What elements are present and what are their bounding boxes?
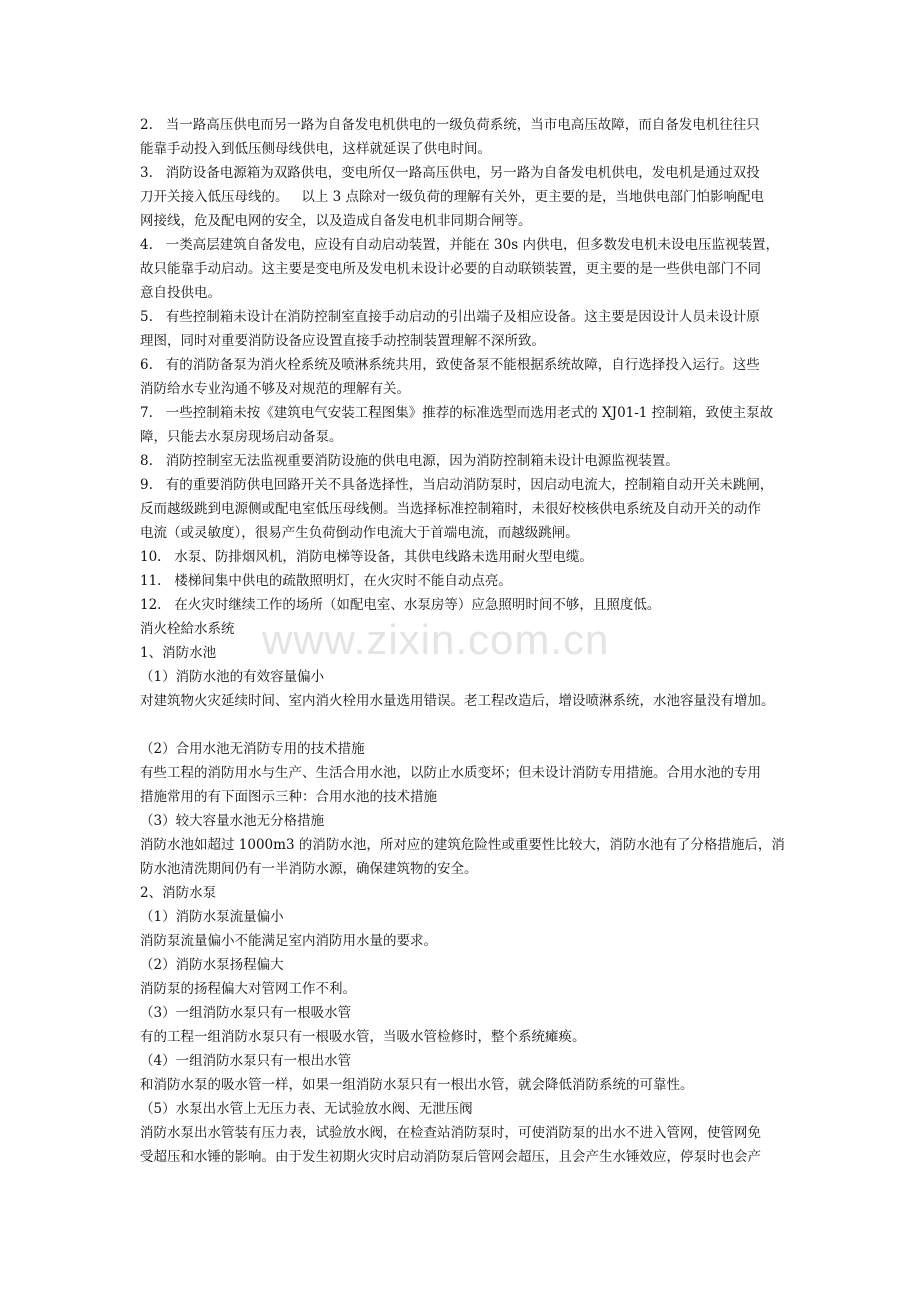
text-line: 9. 有的重要消防供电回路开关不具备选择性，当启动消防泵时，因启动电流大，控制箱自动开关未跳闸， [140,477,774,493]
text-line: （2）合用水池无消防专用的技术措施 [140,741,365,757]
text-line: （2）消防水泵扬程偏大 [140,957,284,973]
text-line: 2、消防水泵 [140,885,217,901]
text-line: 消防泵的扬程偏大对管网工作不利。 [140,981,356,997]
text-line: 消防水泵出水管装有压力表，试验放水阀，在检查站消防泵时，可使消防泵的出水不进入管网，使管网免 [140,1125,761,1141]
text-line: 3. 消防设备电源箱为双路供电，变电所仅一路高压供电，另一路为自备发电机供电，发电机是通过双投 [140,165,760,181]
text-line: 6. 有的消防备泵为消火栓系统及喷淋系统共用，致使备泵不能根据系统故障，自行选择投入运行。这些 [140,357,760,373]
text-line: 电流（或灵敏度），很易产生负荷倒动作电流大于首端电流，而越级跳闸。 [140,525,579,541]
text-line: 刀开关接入低压母线的。 以上 3 点除对一级负荷的理解有关外，更主要的是，当地供电部门怕影响配电 [140,189,765,205]
text-line: 防水池清洗期间仍有一半消防水源，确保建筑物的安全。 [140,861,478,877]
text-line: 能靠手动投入到低压侧母线供电，这样就延误了供电时间。 [140,141,491,157]
text-line: 1、消防水池 [140,645,217,661]
text-line: 5. 有些控制箱未设计在消防控制室直接手动启动的引出端子及相应设备。这主要是因设计人员未设计原 [140,309,760,325]
watermark: www.zixin.com.cn [262,616,610,663]
text-line: （1）消防水泵流量偏小 [140,909,284,925]
text-line: 消防泵流量偏小不能满足室内消防用水量的要求。 [140,933,437,949]
text-line: （1）消防水池的有效容量偏小 [140,669,325,685]
text-line: 8. 消防控制室无法监视重要消防设施的供电电源，因为消防控制箱未设计电源监视装置。 [140,453,679,469]
text-line: 反而越级跳到电源侧或配电室低压母线侧。当选择标准控制箱时，未很好校核供电系统及自动开关的动作 [140,501,761,517]
text-line: 受超压和水锤的影响。由于发生初期火灾时启动消防泵后管网会超压，且会产生水锤效应，停泵时也会产 [140,1149,761,1165]
text-line: 和消防水泵的吸水管一样，如果一组消防水泵只有一根出水管，就会降低消防系统的可靠性。 [140,1077,694,1093]
text-line: （3）一组消防水泵只有一根吸水管 [140,1005,352,1021]
text-line: （4）一组消防水泵只有一根出水管 [140,1053,352,1069]
text-line: 网接线，危及配电网的安全，以及造成自备发电机非同期合闸等。 [140,213,532,229]
text-line: 理图，同时对重要消防设备应设置直接手动控制装置理解不深所致。 [140,333,545,349]
text-line: 措施常用的有下面图示三种：合用水池的技术措施 [140,789,437,805]
text-line: 有的工程一组消防水泵只有一根吸水管，当吸水管检修时，整个系统瘫痪。 [140,1029,586,1045]
text-line: 消防水池如超过 1000m3 的消防水池，所对应的建筑危险性或重要性比较大，消防水池有了分格措施后，消 [140,837,785,853]
text-line: 障，只能去水泵房现场启动备泵。 [140,429,343,445]
text-line: 10. 水泵、防排烟风机，消防电梯等设备，其供电线路未选用耐火型电缆。 [140,549,593,565]
text-line: 2. 当一路高压供电而另一路为自备发电机供电的一级负荷系统，当市电高压故障，而自备发电机往往只 [140,117,760,133]
text-line: 消火栓給水系统 [140,621,235,637]
text-line: 12. 在火灾时继续工作的场所（如配电室、水泵房等）应急照明时间不够，且照度低。 [140,597,661,613]
text-line: 4. 一类高层建筑自备发电，应设有自动启动装置，并能在 30s 内供电，但多数发电机未设电压监视装置， [140,237,779,253]
text-line: 11. 楼梯间集中供电的疏散照明灯，在火灾时不能自动点亮。 [140,573,512,589]
text-line: 有些工程的消防用水与生产、生活合用水池，以防止水质变坏；但未设计消防专用措施。合用水池的专用 [140,765,761,781]
text-line: 消防给水专业沟通不够及对规范的理解有关。 [140,381,410,397]
text-line: （5）水泵出水管上无压力表、无试验放水阀、无泄压阀 [140,1101,473,1117]
text-line: 对建筑物火灾延续时间、室内消火栓用水量选用错误。老工程改造后，增设喷淋系统，水池容量没有增加。 [140,693,775,709]
text-line: 意自投供电。 [140,285,221,301]
text-line: （3）较大容量水池无分格措施 [140,813,325,829]
text-line: 7. 一些控制箱未按《建筑电气安装工程图集》推荐的标准选型而选用老式的 XJ01-1 控制箱，致使主泵故 [140,405,774,421]
document-body [140,113,790,1169]
text-line: 故只能靠手动启动。这主要是变电所及发电机未设计必要的自动联锁装置，更主要的是一些供电部门不同 [140,261,761,277]
